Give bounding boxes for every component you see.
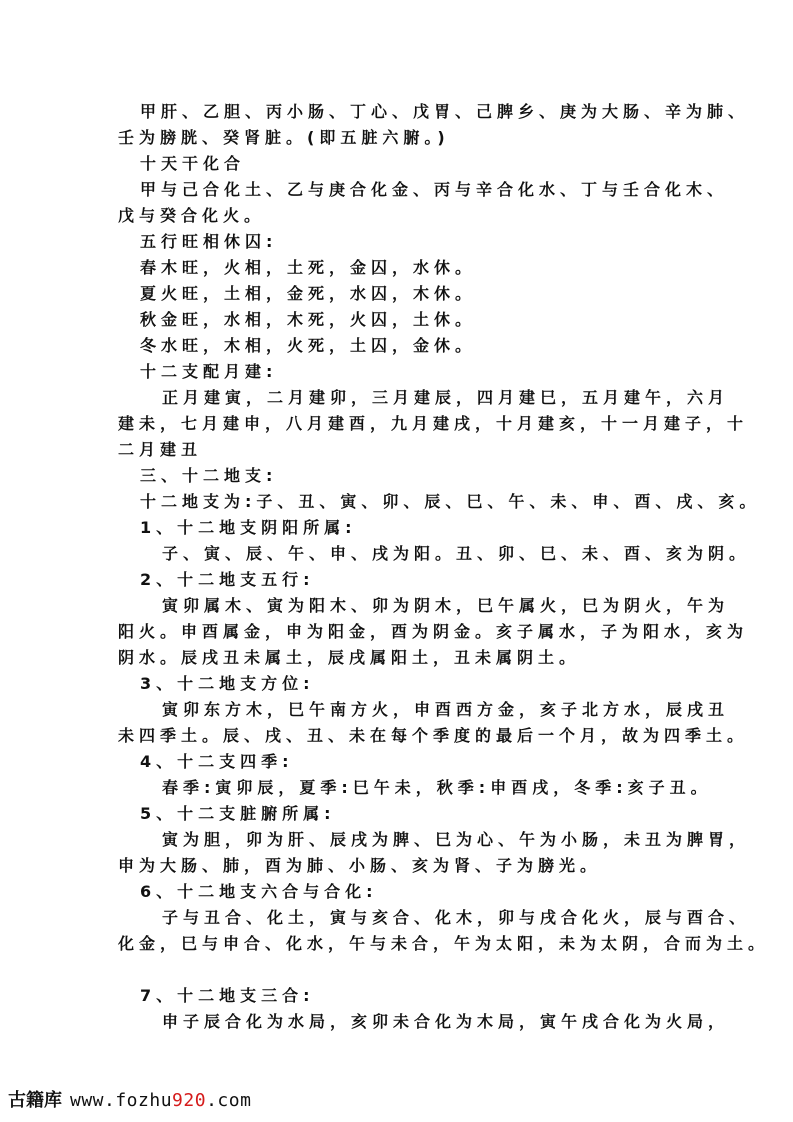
text-line: 寅为胆，卯为肝、辰戌为脾、巳为心、午为小肠，未丑为脾胃， xyxy=(162,830,751,849)
text-line: 夏火旺，土相，金死，水囚，木休。 xyxy=(140,284,477,303)
text-line: 子与丑合、化土，寅与亥合、化木，卯与戌合化火，辰与酉合、 xyxy=(162,908,751,927)
subsection-heading: 4、十二支四季: xyxy=(140,752,294,771)
text-line: 寅卯东方木，巳午南方火，申酉西方金，亥子北方水，辰戌丑 xyxy=(162,700,730,719)
section-heading: 五行旺相休囚: xyxy=(140,232,278,251)
text-line: 二月建丑 xyxy=(118,440,203,459)
text-line: 壬为膀胱、癸肾脏。(即五脏六腑。) xyxy=(118,128,450,147)
section-heading: 十二支配月建: xyxy=(140,362,278,381)
subsection-heading: 7、十二地支三合: xyxy=(140,986,315,1005)
subsection-heading: 2、十二地支五行: xyxy=(140,570,315,589)
text-line: 寅卯属木、寅为阳木、卯为阴木，巳午属火，巳为阴火，午为 xyxy=(162,596,730,615)
text-line: 子、寅、辰、午、申、戌为阳。丑、卯、巳、未、酉、亥为阴。 xyxy=(162,544,751,563)
text-line: 申为大肠、肺，酉为肺、小肠、亥为肾、子为膀光。 xyxy=(118,856,602,875)
text-line: 阳火。申酉属金，申为阳金，酉为阴金。亥子属水，子为阳水，亥为 xyxy=(118,622,749,641)
footer-brand: 古籍库 xyxy=(8,1090,62,1111)
section-heading: 十天干化合 xyxy=(140,154,246,173)
text-line: 春季:寅卯辰，夏季:巳午未，秋季:申酉戌，冬季:亥子丑。 xyxy=(162,778,712,797)
subsection-heading: 5、十二支脏腑所属: xyxy=(140,804,336,823)
text-line: 甲与己合化土、乙与庚合化金、丙与辛合化水、丁与壬合化木、 xyxy=(140,180,729,199)
text-line: 建未，七月建申，八月建酉，九月建戌，十月建亥，十一月建子，十 xyxy=(118,414,749,433)
section-heading: 三、十二地支: xyxy=(140,466,278,485)
text-line: 未四季土。辰、戌、丑、未在每个季度的最后一个月，故为四季土。 xyxy=(118,726,749,745)
text-line: 申子辰合化为水局，亥卯未合化为木局，寅午戌合化为火局， xyxy=(162,1012,730,1031)
footer-watermark xyxy=(8,1090,251,1112)
subsection-heading: 1、十二地支阴阳所属: xyxy=(140,518,357,537)
text-line: 冬水旺，木相，火死，土囚，金休。 xyxy=(140,336,477,355)
text-line: 十二地支为:子、丑、寅、卯、辰、巳、午、未、申、酉、戌、亥。 xyxy=(140,492,761,511)
text-line: 春木旺，火相，土死，金囚，水休。 xyxy=(140,258,477,277)
footer-site-link[interactable] xyxy=(70,1090,251,1111)
site-prefix: www.fozhu xyxy=(70,1090,173,1111)
site-number: 920 xyxy=(172,1090,207,1111)
text-line: 化金，巳与申合、化水，午与未合，午为太阳，未为太阴，合而为土。 xyxy=(118,934,770,953)
subsection-heading: 3、十二地支方位: xyxy=(140,674,315,693)
text-line: 秋金旺，水相，木死，火囚，土休。 xyxy=(140,310,477,329)
subsection-heading: 6、十二地支六合与合化: xyxy=(140,882,378,901)
text-line: 戊与癸合化火。 xyxy=(118,206,266,225)
site-suffix: .com xyxy=(206,1090,252,1111)
text-line: 正月建寅，二月建卯，三月建辰，四月建巳，五月建午，六月 xyxy=(162,388,730,407)
text-line: 甲肝、乙胆、丙小肠、丁心、戊胃、己脾乡、庚为大肠、辛为肺、 xyxy=(140,102,750,121)
text-line: 阴水。辰戌丑未属土，辰戌属阳土，丑未属阴土。 xyxy=(118,648,581,667)
